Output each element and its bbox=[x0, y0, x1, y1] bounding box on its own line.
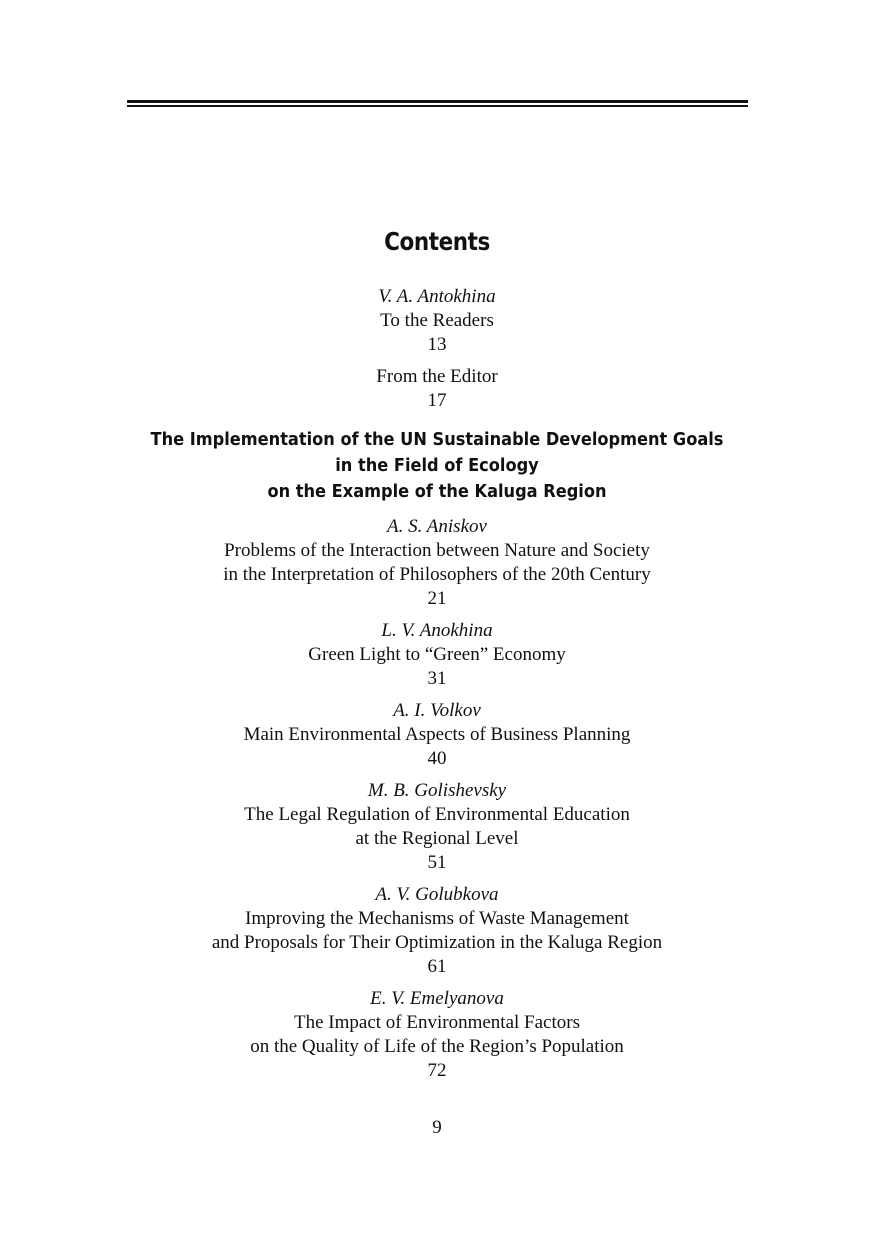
toc-entry-antokhina[interactable] bbox=[0, 285, 874, 357]
page-number: 9 bbox=[432, 1117, 442, 1138]
entry-page: 13 bbox=[427, 334, 447, 355]
entry-title: Main Environmental Aspects of Business Planning bbox=[243, 724, 631, 745]
contents-title: Contents bbox=[384, 227, 490, 256]
entry-page: 40 bbox=[427, 748, 447, 769]
table-of-contents bbox=[0, 285, 874, 1091]
toc-entry-golishevsky[interactable] bbox=[0, 779, 874, 875]
entry-title: at the Regional Level bbox=[355, 828, 519, 849]
entry-page: 31 bbox=[427, 668, 447, 689]
entry-page: 51 bbox=[427, 852, 447, 873]
toc-entry-emelyanova[interactable] bbox=[0, 987, 874, 1083]
section-heading bbox=[44, 427, 831, 505]
toc-entry-volkov[interactable] bbox=[0, 699, 874, 771]
section-heading-line: The Implementation of the UN Sustainable Development Goals bbox=[150, 429, 724, 450]
entry-page: 21 bbox=[427, 588, 447, 609]
entry-title: and Proposals for Their Optimization in the Kaluga Region bbox=[211, 932, 663, 953]
entry-author: A. I. Volkov bbox=[393, 700, 481, 721]
entry-title: To the Readers bbox=[380, 310, 494, 331]
entry-author: A. S. Aniskov bbox=[387, 516, 487, 537]
entry-title: Problems of the Interaction between Nature and Society bbox=[224, 540, 650, 561]
entry-author: V. A. Antokhina bbox=[378, 286, 496, 307]
entry-page: 61 bbox=[427, 956, 447, 977]
entry-title: Green Light to “Green” Economy bbox=[308, 644, 566, 665]
toc-entry-editor[interactable] bbox=[0, 365, 874, 413]
entry-title: The Impact of Environmental Factors bbox=[294, 1012, 580, 1033]
entry-author: L. V. Anokhina bbox=[381, 620, 493, 641]
section-heading-line: in the Field of Ecology bbox=[335, 455, 539, 476]
toc-entry-anokhina[interactable] bbox=[0, 619, 874, 691]
entry-title: The Legal Regulation of Environmental Education bbox=[244, 804, 630, 825]
entry-title: Improving the Mechanisms of Waste Management bbox=[245, 908, 629, 929]
entry-author: A. V. Golubkova bbox=[375, 884, 499, 905]
header-rule-thick bbox=[127, 100, 748, 103]
entry-author: E. V. Emelyanova bbox=[370, 988, 504, 1009]
toc-entry-aniskov[interactable] bbox=[0, 515, 874, 611]
toc-entry-golubkova[interactable] bbox=[0, 883, 874, 979]
entry-title: on the Quality of Life of the Region’s Population bbox=[250, 1036, 624, 1057]
entry-title: From the Editor bbox=[376, 366, 498, 387]
entry-page: 17 bbox=[427, 390, 447, 411]
entry-page: 72 bbox=[427, 1060, 447, 1081]
entry-author: M. B. Golishevsky bbox=[367, 780, 507, 801]
header-rule-thin bbox=[127, 105, 748, 107]
entry-title: in the Interpretation of Philosophers of the 20th Century bbox=[223, 564, 651, 585]
section-heading-line: on the Example of the Kaluga Region bbox=[267, 481, 607, 502]
